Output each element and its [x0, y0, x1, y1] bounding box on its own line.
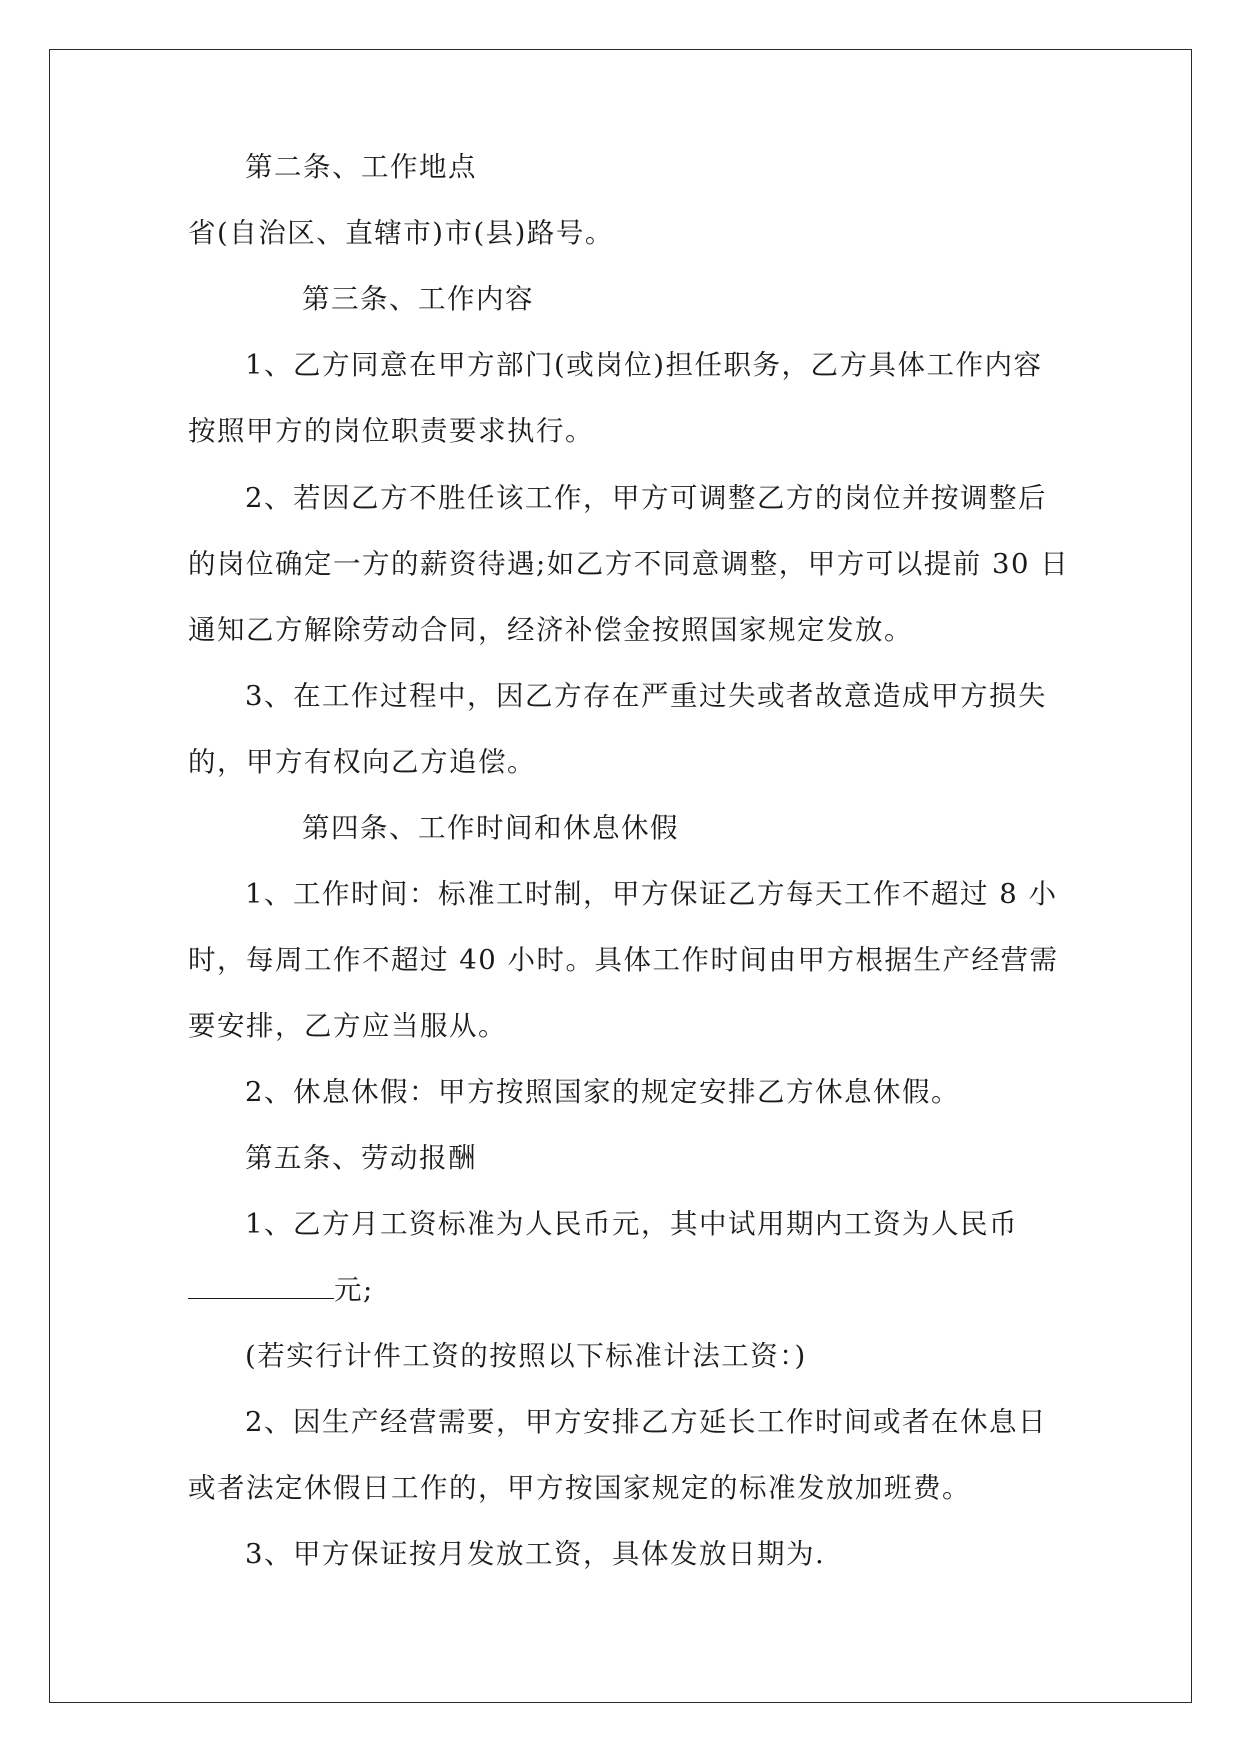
article-4-item-1-line-1: 1、工作时间：标准工时制，甲方保证乙方每天工作不超过 8 小 [245, 878, 1058, 910]
article-3-item-2-line-2: 的岗位确定一方的薪资待遇;如乙方不同意调整，甲方可以提前 30 日 [188, 548, 1070, 580]
article-5-item-2-line-2: 或者法定休假日工作的，甲方按国家规定的标准发放加班费。 [188, 1472, 971, 1504]
article-4-item-1-line-3: 要安排，乙方应当服从。 [188, 1010, 507, 1042]
article-5-item-1-line-1: 1、乙方月工资标准为人民币元，其中试用期内工资为人民币 [245, 1208, 1018, 1240]
article-5-item-2-line-1: 2、因生产经营需要，甲方安排乙方延长工作时间或者在休息日 [245, 1406, 1047, 1438]
article-5-item-1-line-2 [188, 1270, 374, 1310]
article-4-heading: 第四条、工作时间和休息休假 [302, 812, 679, 844]
article-3-item-3-line-2: 的，甲方有权向乙方追偿。 [188, 746, 536, 778]
article-2-heading: 第二条、工作地点 [245, 151, 477, 183]
article-3-item-1-line-1: 1、乙方同意在甲方部门(或岗位)担任职务，乙方具体工作内容 [245, 349, 1043, 381]
article-3-item-2-line-1: 2、若因乙方不胜任该工作，甲方可调整乙方的岗位并按调整后 [245, 482, 1047, 514]
article-5-piecework-note: (若实行计件工资的按照以下标准计法工资：) [245, 1340, 807, 1372]
article-5-item-3: 3、甲方保证按月发放工资，具体发放日期为. [245, 1538, 826, 1570]
article-4-item-1-line-2: 时，每周工作不超过 40 小时。具体工作时间由甲方根据生产经营需 [188, 944, 1059, 976]
fill-in-blank [188, 1272, 334, 1299]
blank-suffix: 元; [334, 1274, 374, 1306]
article-3-heading: 第三条、工作内容 [302, 283, 534, 315]
article-4-item-2: 2、休息休假：甲方按照国家的规定安排乙方休息休假。 [245, 1076, 960, 1108]
article-5-heading: 第五条、劳动报酬 [245, 1142, 477, 1174]
article-3-item-2-line-3: 通知乙方解除劳动合同，经济补偿金按照国家规定发放。 [188, 614, 913, 646]
article-3-item-1-line-2: 按照甲方的岗位职责要求执行。 [188, 415, 594, 447]
article-2-text: 省(自治区、直辖市)市(县)路号。 [188, 217, 614, 249]
article-3-item-3-line-1: 3、在工作过程中，因乙方存在严重过失或者故意造成甲方损失 [245, 680, 1047, 712]
